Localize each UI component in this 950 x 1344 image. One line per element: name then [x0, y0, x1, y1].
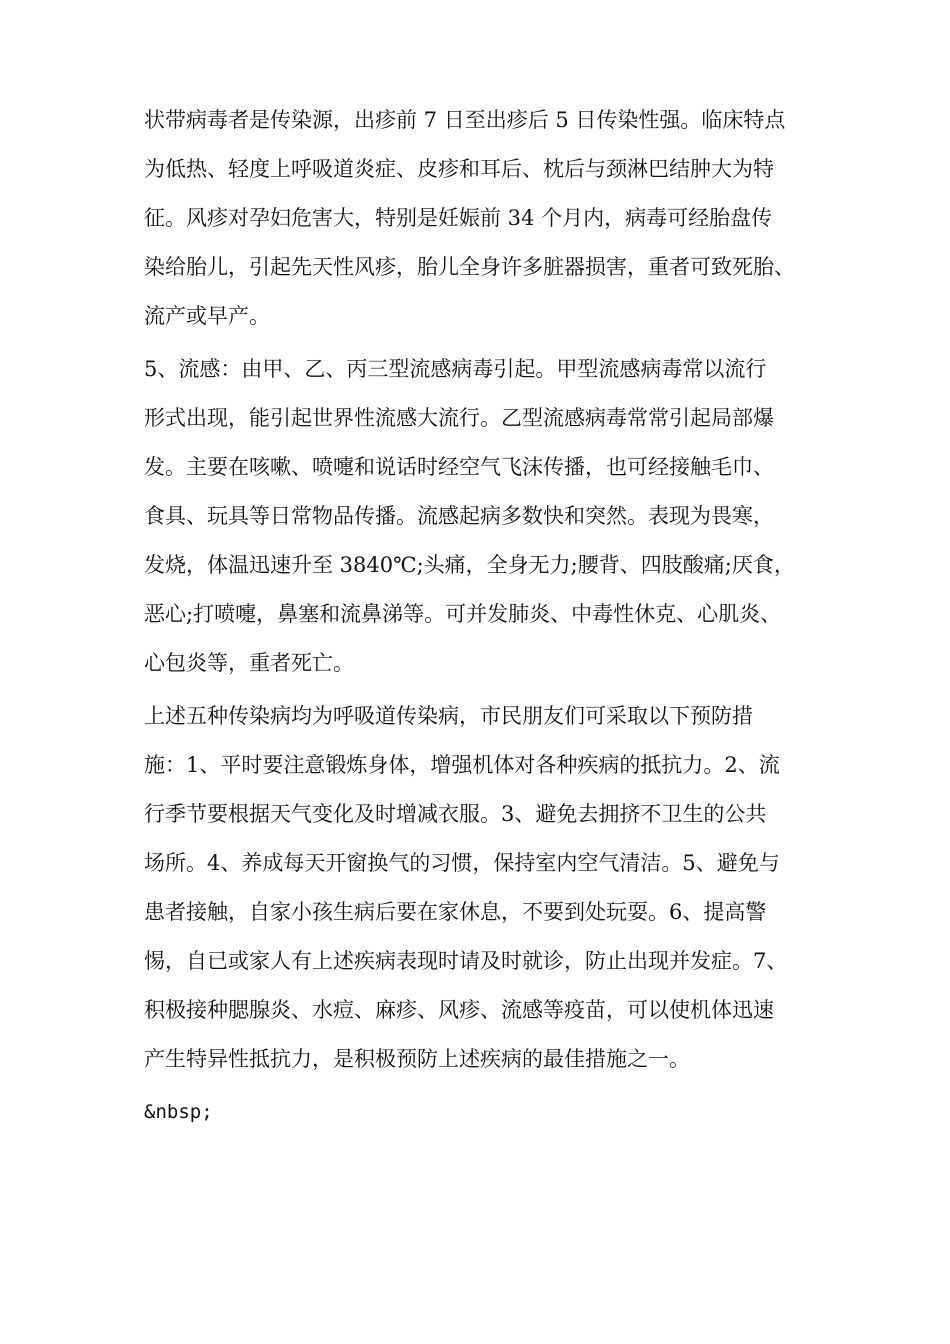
- text-line: 流产或早产。: [144, 304, 270, 328]
- text-line: 5、流感：由甲、乙、丙三型流感病毒引起。甲型流感病毒常以流行: [144, 357, 767, 381]
- text-line: 征。风疹对孕妇危害大，特别是妊娠前 34 个月内，病毒可经胎盘传: [144, 206, 773, 230]
- text-line: 食具、玩具等日常物品传播。流感起病多数快和突然。表现为畏寒，: [144, 504, 774, 528]
- text-line: 行季节要根据天气变化及时增减衣服。3、避免去拥挤不卫生的公共: [144, 802, 767, 826]
- text-line: &nbsp;: [144, 1101, 213, 1123]
- text-line: 场所。4、养成每天开窗换气的习惯，保持室内空气清洁。5、避免与: [144, 851, 780, 875]
- text-line: 积极接种腮腺炎、水痘、麻疹、风疹、流感等疫苗，可以使机体迅速: [144, 998, 774, 1022]
- text-line: 恶心;打喷嚏，鼻塞和流鼻涕等。可并发肺炎、中毒性休克、心肌炎、: [144, 602, 782, 626]
- text-line: 惕，自已或家人有上述疾病表现时请及时就诊，防止出现并发症。7、: [144, 949, 788, 973]
- text-line: 染给胎儿，引起先天性风疹，胎儿全身许多脏器损害，重者可致死胎、: [144, 255, 795, 279]
- text-line: 患者接触，自家小孩生病后要在家休息，不要到处玩耍。6、提高警: [144, 900, 767, 924]
- text-line: 心包炎等，重者死亡。: [144, 651, 354, 675]
- text-line: 发。主要在咳嗽、喷嚏和说话时经空气飞沫传播，也可经接触毛巾、: [144, 455, 774, 479]
- text-line: 形式出现，能引起世界性流感大流行。乙型流感病毒常常引起局部爆: [144, 406, 774, 430]
- text-line: 发烧，体温迅速升至 3840℃;头痛，全身无力;腰背、四肢酸痛;厌食，: [144, 553, 795, 577]
- text-line: 上述五种传染病均为呼吸道传染病，市民朋友们可采取以下预防措: [144, 704, 753, 728]
- text-line: 产生特异性抵抗力，是积极预防上述疾病的最佳措施之一。: [144, 1047, 690, 1071]
- text-line: 为低热、轻度上呼吸道炎症、皮疹和耳后、枕后与颈淋巴结肿大为特: [144, 157, 774, 181]
- text-line: 状带病毒者是传染源，出疹前 7 日至出疹后 5 日传染性强。临床特点: [144, 108, 786, 132]
- text-line: 施：1、平时要注意锻炼身体，增强机体对各种疾病的抵抗力。2、流: [144, 753, 780, 777]
